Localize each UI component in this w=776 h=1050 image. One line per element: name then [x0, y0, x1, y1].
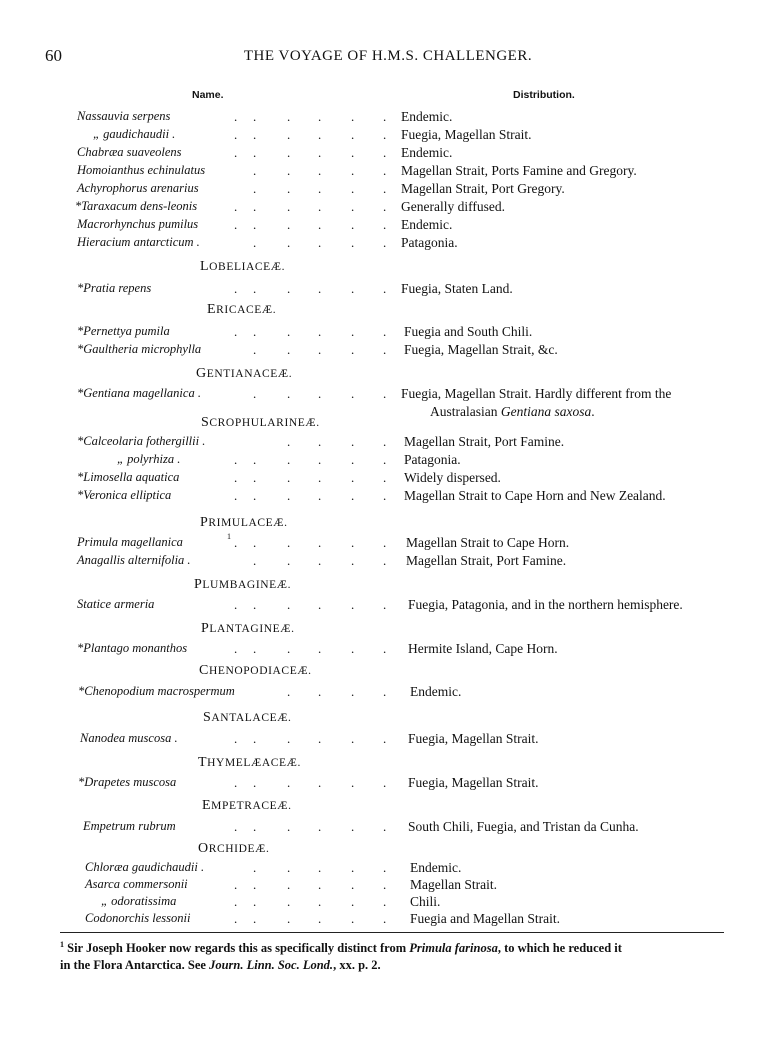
leader-dot: . [318, 199, 322, 214]
leader-dot: . [287, 386, 291, 401]
table-row [0, 597, 776, 615]
leader-dot: . [234, 775, 238, 790]
leader-dot: . [287, 324, 291, 339]
leader-dot: . [383, 911, 387, 926]
leader-dot: . [253, 597, 257, 612]
leader-dot: . [234, 877, 238, 892]
leader-dot: . [253, 145, 257, 160]
leader-dot: . [234, 819, 238, 834]
leader-dot: . [383, 894, 387, 909]
table-row [0, 235, 776, 253]
leader-dot: . [234, 488, 238, 503]
leader-dot: . [351, 109, 355, 124]
leader-dots [0, 434, 776, 452]
distribution: Fuegia, Magellan Strait. Hardly different from the [401, 386, 672, 401]
leader-dot: . [234, 731, 238, 746]
leader-dot: . [234, 217, 238, 232]
leader-dot: . [351, 860, 355, 875]
footnote-line-1 [60, 940, 740, 956]
leader-dot: . [253, 235, 257, 250]
leader-dot: . [383, 860, 387, 875]
leader-dot: . [383, 199, 387, 214]
leader-dot: . [253, 731, 257, 746]
leader-dot: . [318, 860, 322, 875]
leader-dot: . [287, 434, 291, 449]
leader-dot: . [287, 281, 291, 296]
leader-dot: . [351, 127, 355, 142]
table-row [0, 199, 776, 217]
footnote-line-2 [60, 958, 740, 973]
species-name: Achyrophorus arenarius [77, 181, 199, 195]
leader-dot: . [253, 860, 257, 875]
family-heading: SANTALACEÆ. [203, 710, 292, 725]
leader-dot: . [287, 819, 291, 834]
distribution: Hermite Island, Cape Horn. [408, 641, 558, 656]
footnote-species: Primula farinosa [409, 941, 498, 956]
species-name: *Gaultheria microphylla [77, 342, 202, 356]
leader-dots [0, 819, 776, 837]
leader-dot: . [351, 819, 355, 834]
leader-dots [0, 894, 776, 912]
leader-dot: . [383, 163, 387, 178]
distribution: Endemic. [401, 217, 453, 232]
leader-dot: . [383, 535, 387, 550]
leader-dot: . [383, 235, 387, 250]
leader-dot: . [351, 775, 355, 790]
leader-dots [0, 109, 776, 127]
leader-dot: . [318, 470, 322, 485]
table-row [0, 127, 776, 145]
leader-dots [0, 470, 776, 488]
leader-dot: . [351, 553, 355, 568]
species-name: Anagallis alternifolia . [77, 553, 191, 567]
leader-dot: . [287, 641, 291, 656]
leader-dots [0, 235, 776, 253]
leader-dot: . [318, 535, 322, 550]
table-row [0, 217, 776, 235]
footnote-rule [60, 932, 724, 933]
leader-dot: . [383, 731, 387, 746]
table-row [0, 894, 776, 912]
species-name: *Taraxacum dens-leonis [75, 199, 198, 213]
leader-dot: . [318, 342, 322, 357]
leader-dot: . [318, 324, 322, 339]
species-name: Empetrum rubrum [83, 819, 176, 833]
leader-dot: . [253, 163, 257, 178]
leader-dot: . [383, 324, 387, 339]
distribution: Fuegia, Magellan Strait. [401, 127, 532, 142]
distribution: Fuegia, Patagonia, and in the northern hemisphere. [408, 597, 683, 612]
leader-dot: . [287, 145, 291, 160]
table-row [0, 731, 776, 749]
species-name: Nassauvia serpens [77, 109, 171, 123]
leader-dot: . [318, 145, 322, 160]
leader-dot: . [234, 597, 238, 612]
leader-dot: . [351, 434, 355, 449]
leader-dot: . [383, 684, 387, 699]
species-name: *Veronica elliptica [77, 488, 172, 502]
table-row [0, 911, 776, 929]
leader-dot: . [234, 281, 238, 296]
distribution: Fuegia, Magellan Strait, &c. [404, 342, 558, 357]
leader-dots [0, 731, 776, 749]
table-row [0, 860, 776, 878]
table-row [0, 877, 776, 895]
family-heading: ORCHIDEÆ. [198, 841, 270, 856]
leader-dot: . [318, 217, 322, 232]
leader-dot: . [318, 386, 322, 401]
leader-dot: . [253, 109, 257, 124]
leader-dot: . [383, 109, 387, 124]
table-row [0, 819, 776, 837]
leader-dots [0, 553, 776, 571]
footnote-ref: 1 [227, 532, 231, 541]
family-heading: PLANTAGINEÆ. [201, 621, 295, 636]
leader-dot: . [287, 470, 291, 485]
distribution: Chili. [410, 894, 441, 909]
leader-dots [0, 775, 776, 793]
leader-dot: . [287, 775, 291, 790]
leader-dot: . [351, 199, 355, 214]
leader-dot: . [351, 324, 355, 339]
leader-dots [0, 877, 776, 895]
leader-dot: . [318, 911, 322, 926]
species-name: *Drapetes muscosa [78, 775, 177, 789]
leader-dot: . [234, 324, 238, 339]
leader-dot: . [351, 684, 355, 699]
leader-dot: . [318, 452, 322, 467]
leader-dot: . [287, 217, 291, 232]
distribution: Generally diffused. [401, 199, 505, 214]
leader-dots [0, 535, 776, 553]
distribution: South Chili, Fuegia, and Tristan da Cunha. [408, 819, 639, 834]
leader-dot: . [253, 324, 257, 339]
leader-dot: . [253, 641, 257, 656]
leader-dot: . [253, 488, 257, 503]
species-name: *Plantago monanthos [77, 641, 188, 655]
distribution: Fuegia and South Chili. [404, 324, 533, 339]
leader-dot: . [351, 911, 355, 926]
leader-dots [0, 181, 776, 199]
leader-dot: . [234, 535, 238, 550]
leader-dot: . [351, 281, 355, 296]
leader-dot: . [287, 163, 291, 178]
leader-dot: . [318, 894, 322, 909]
leader-dot: . [351, 597, 355, 612]
species-name: „ odoratissima [101, 894, 177, 908]
leader-dots [0, 684, 776, 702]
leader-dot: . [351, 452, 355, 467]
leader-dot: . [253, 452, 257, 467]
leader-dot: . [383, 127, 387, 142]
distribution: Widely dispersed. [404, 470, 501, 485]
leader-dot: . [318, 488, 322, 503]
leader-dot: . [318, 684, 322, 699]
leader-dot: . [383, 434, 387, 449]
leader-dot: . [318, 731, 322, 746]
leader-dot: . [318, 109, 322, 124]
species-name: Chloræa gaudichaudii . [85, 860, 205, 874]
distribution-species: Gentiana saxosa [500, 404, 592, 419]
table-row [0, 470, 776, 488]
leader-dot: . [383, 597, 387, 612]
leader-dot: . [383, 181, 387, 196]
leader-dot: . [351, 731, 355, 746]
species-name: Primula magellanica [77, 535, 183, 549]
distribution: Endemic. [410, 860, 462, 875]
leader-dot: . [318, 641, 322, 656]
leader-dots [0, 342, 776, 360]
distribution-text: . [591, 404, 595, 419]
distribution: Endemic. [401, 145, 453, 160]
leader-dot: . [318, 597, 322, 612]
family-heading: SCROPHULARINEÆ. [201, 415, 320, 430]
table-row [0, 434, 776, 452]
leader-dot: . [253, 894, 257, 909]
leader-dot: . [318, 127, 322, 142]
leader-dot: . [287, 342, 291, 357]
leader-dot: . [318, 235, 322, 250]
leader-dot: . [287, 181, 291, 196]
leader-dot: . [253, 217, 257, 232]
leader-dot: . [383, 342, 387, 357]
leader-dot: . [287, 235, 291, 250]
table-row [0, 145, 776, 163]
species-name: Nanodea muscosa . [80, 731, 178, 745]
footnote-text-1a: Sir Joseph Hooker now regards this as specifically distinct from [67, 941, 410, 956]
leader-dots [0, 911, 776, 929]
leader-dot: . [351, 181, 355, 196]
table-row [0, 342, 776, 360]
leader-dot: . [234, 199, 238, 214]
leader-dot: . [351, 641, 355, 656]
leader-dot: . [318, 181, 322, 196]
table-row [0, 324, 776, 342]
leader-dot: . [351, 894, 355, 909]
table-row [0, 109, 776, 127]
leader-dot: . [318, 775, 322, 790]
leader-dot: . [383, 281, 387, 296]
table-row [0, 181, 776, 199]
leader-dot: . [351, 386, 355, 401]
species-name: „ polyrhiza . [117, 452, 181, 466]
leader-dot: . [234, 145, 238, 160]
leader-dot: . [253, 470, 257, 485]
leader-dot: . [287, 731, 291, 746]
distribution: Magellan Strait, Port Famine. [404, 434, 565, 449]
species-name: *Calceolaria fothergillii . [77, 434, 206, 448]
leader-dot: . [318, 553, 322, 568]
leader-dot: . [383, 452, 387, 467]
leader-dot: . [234, 470, 238, 485]
species-name: Hieracium antarcticum . [77, 235, 200, 249]
leader-dot: . [351, 342, 355, 357]
species-name: Homoianthus echinulatus [77, 163, 206, 177]
leader-dot: . [287, 127, 291, 142]
leader-dot: . [253, 553, 257, 568]
leader-dot: . [287, 553, 291, 568]
leader-dot: . [351, 470, 355, 485]
leader-dot: . [287, 684, 291, 699]
leader-dot: . [383, 217, 387, 232]
distribution: Magellan Strait to Cape Horn. [406, 535, 570, 550]
leader-dot: . [318, 163, 322, 178]
leader-dot: . [287, 877, 291, 892]
leader-dot: . [383, 488, 387, 503]
column-header-name: Name. [192, 89, 224, 101]
leader-dots [0, 127, 776, 145]
leader-dot: . [287, 109, 291, 124]
leader-dot: . [351, 488, 355, 503]
leader-dot: . [287, 894, 291, 909]
leader-dot: . [383, 553, 387, 568]
distribution: Fuegia, Magellan Strait. [408, 775, 539, 790]
table-row [0, 553, 776, 571]
leader-dot: . [253, 535, 257, 550]
species-name: *Gentiana magellanica . [77, 386, 201, 400]
distribution-text: Australasian [430, 404, 501, 419]
leader-dot: . [383, 145, 387, 160]
leader-dot: . [383, 470, 387, 485]
species-name: „ gaudichaudii . [93, 127, 176, 141]
leader-dot: . [253, 775, 257, 790]
distribution-continued [430, 404, 595, 420]
leader-dots [0, 324, 776, 342]
leader-dot: . [351, 877, 355, 892]
table-row [0, 281, 776, 299]
table-row [0, 532, 776, 553]
footnote-marker: 1 [60, 940, 64, 949]
distribution: Magellan Strait. [410, 877, 497, 892]
table-row [0, 684, 776, 702]
leader-dot: . [351, 535, 355, 550]
table-row [0, 452, 776, 470]
family-heading: LOBELIACEÆ. [200, 259, 286, 274]
leader-dot: . [253, 911, 257, 926]
leader-dot: . [383, 775, 387, 790]
leader-dot: . [234, 127, 238, 142]
leader-dots [0, 452, 776, 470]
leader-dot: . [253, 281, 257, 296]
leader-dot: . [287, 597, 291, 612]
distribution: Endemic. [401, 109, 453, 124]
distribution: Magellan Strait, Port Gregory. [401, 181, 565, 196]
family-heading: EMPETRACEÆ. [202, 798, 292, 813]
leader-dot: . [253, 819, 257, 834]
footnote-text-2a: in the Flora Antarctica. See [60, 958, 210, 972]
leader-dot: . [234, 911, 238, 926]
species-name: Statice armeria [77, 597, 155, 611]
leader-dot: . [351, 163, 355, 178]
leader-dot: . [234, 452, 238, 467]
leader-dot: . [287, 860, 291, 875]
distribution: Magellan Strait to Cape Horn and New Zealand. [404, 488, 666, 503]
leader-dots [0, 145, 776, 163]
family-heading: CHENOPODIACEÆ. [199, 663, 312, 678]
leader-dot: . [351, 235, 355, 250]
leader-dot: . [287, 199, 291, 214]
column-header-distribution: Distribution. [513, 89, 575, 101]
distribution: Magellan Strait, Port Famine. [406, 553, 567, 568]
species-name: Codonorchis lessonii [85, 911, 191, 925]
leader-dot: . [234, 894, 238, 909]
leader-dots [0, 281, 776, 299]
species-name: Asarca commersonii [85, 877, 188, 891]
leader-dot: . [318, 877, 322, 892]
leader-dots [0, 860, 776, 878]
table-row [0, 488, 776, 506]
leader-dot: . [351, 217, 355, 232]
leader-dot: . [383, 386, 387, 401]
leader-dots [0, 641, 776, 659]
leader-dot: . [287, 452, 291, 467]
footnote-text-2c: , xx. p. 2. [333, 958, 381, 972]
family-heading: PLUMBAGINEÆ. [194, 577, 292, 592]
leader-dot: . [253, 127, 257, 142]
distribution: Fuegia, Staten Land. [401, 281, 513, 296]
leader-dot: . [253, 877, 257, 892]
leader-dot: . [234, 109, 238, 124]
leader-dots [0, 163, 776, 181]
family-heading: PRIMULACEÆ. [200, 515, 288, 530]
species-name: Macrorhynchus pumilus [77, 217, 199, 231]
family-heading: THYMELÆACEÆ. [198, 755, 301, 770]
leader-dot: . [253, 199, 257, 214]
species-name: *Limosella aquatica [77, 470, 180, 484]
leader-dot: . [287, 488, 291, 503]
distribution: Patagonia. [404, 452, 461, 467]
leader-dot: . [383, 641, 387, 656]
leader-dot: . [318, 434, 322, 449]
species-name: *Pratia repens [77, 281, 152, 295]
page-number: 60 [45, 46, 62, 65]
leader-dots [0, 199, 776, 217]
leader-dot: . [287, 911, 291, 926]
leader-dot: . [253, 181, 257, 196]
table-row [0, 641, 776, 659]
footnote-journal: Journ. Linn. Soc. Lond. [209, 958, 334, 972]
leader-dot: . [253, 342, 257, 357]
distribution: Fuegia and Magellan Strait. [410, 911, 560, 926]
family-heading: ERICACEÆ. [207, 302, 277, 317]
distribution: Fuegia, Magellan Strait. [408, 731, 539, 746]
leader-dot: . [287, 535, 291, 550]
species-name: *Chenopodium macrospermum [78, 684, 235, 698]
leader-dot: . [234, 641, 238, 656]
leader-dot: . [253, 386, 257, 401]
leader-dot: . [383, 819, 387, 834]
footnote-text-1c: , to which he reduced it [497, 941, 622, 956]
distribution: Patagonia. [401, 235, 458, 250]
leader-dots [0, 217, 776, 235]
table-row [0, 386, 776, 419]
table-row [0, 775, 776, 793]
running-head: THE VOYAGE OF H.M.S. CHALLENGER. [243, 48, 533, 64]
table-row [0, 163, 776, 181]
distribution: Endemic. [410, 684, 462, 699]
family-heading: GENTIANACEÆ. [196, 366, 293, 381]
leader-dot: . [318, 819, 322, 834]
distribution: Magellan Strait, Ports Famine and Gregory. [401, 163, 637, 178]
leader-dot: . [351, 145, 355, 160]
leader-dot: . [383, 877, 387, 892]
species-name: Chabræa suaveolens [77, 145, 182, 159]
species-name: *Pernettya pumila [77, 324, 170, 338]
leader-dot: . [318, 281, 322, 296]
